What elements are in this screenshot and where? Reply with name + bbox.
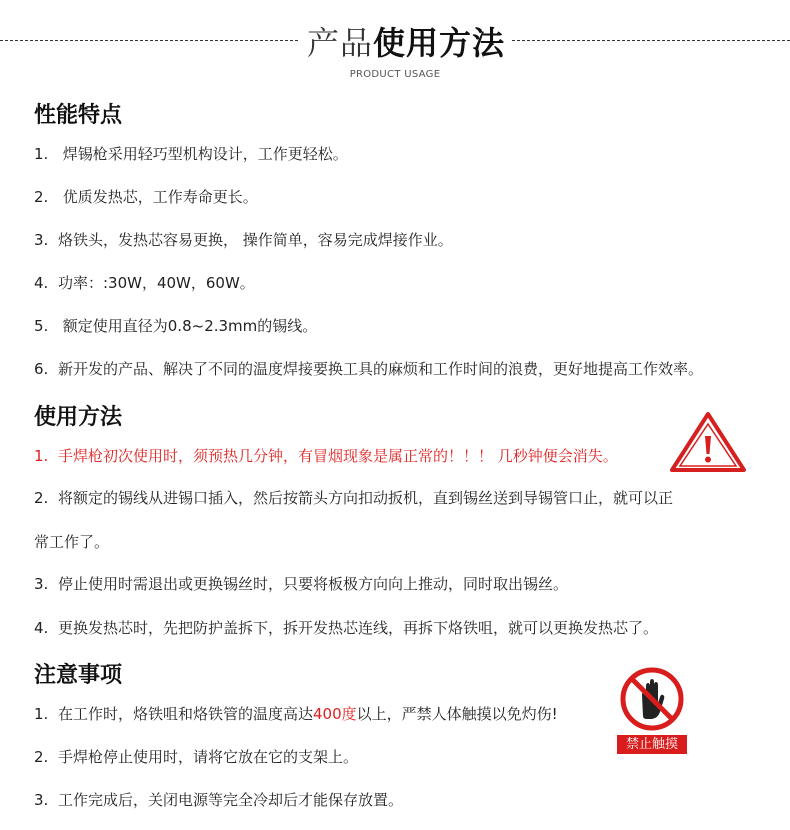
header-divider-right — [512, 40, 790, 41]
item-number: 1. — [34, 145, 49, 163]
item-number: 4. — [34, 619, 49, 637]
feature-item — [34, 272, 255, 293]
item-number: 1. — [34, 705, 49, 723]
temperature-highlight: 400度 — [313, 705, 357, 723]
item-number: 2. — [34, 748, 49, 766]
item-text: 更换发热芯时，先把防护盖拆下，拆开发热芯连线，再拆下烙铁咀，就可以更换发热芯了。 — [58, 619, 659, 637]
item-text: 将额定的锡线从进锡口插入，然后按箭头方向扣动扳机，直到锡丝送到导锡管口止，就可以正 — [58, 489, 674, 507]
item-text: 以上，严禁人体触摸以免灼伤! — [356, 705, 558, 723]
page-title-light: 产品 — [306, 24, 373, 62]
warning-triangle-icon — [670, 412, 746, 472]
item-text: 停止使用时需退出或更换锡丝时，只要将板极方向向上推动，同时取出锡丝。 — [58, 575, 569, 593]
item-number: 6. — [34, 360, 49, 378]
features-heading: 性能特点 — [34, 102, 123, 128]
item-text: 烙铁头，发热芯容易更换， 操作简单，容易完成焊接作业。 — [58, 231, 453, 249]
item-number: 3. — [34, 575, 49, 593]
item-text: 优质发热芯，工作寿命更长。 — [58, 188, 258, 206]
item-text: 额定使用直径为0.8~2.3mm的锡线。 — [58, 317, 318, 335]
item-number: 5. — [34, 317, 49, 335]
header-divider-left — [0, 40, 298, 41]
item-number: 1. — [34, 447, 49, 465]
page-header — [0, 0, 790, 90]
feature-item — [34, 186, 258, 207]
usage-item — [34, 617, 658, 638]
no-touch-label: 禁止触摸 — [617, 735, 687, 754]
item-text: 在工作时，烙铁咀和烙铁管的温度高达 — [58, 705, 314, 723]
usage-item — [34, 487, 673, 508]
item-text: 手焊枪停止使用时，请将它放在它的支架上。 — [58, 748, 359, 766]
usage-item — [34, 573, 568, 594]
item-text: 手焊枪初次使用时，须预热几分钟，有冒烟现象是属正常的！！！ 几秒钟便会消失。 — [58, 447, 618, 465]
feature-item — [34, 143, 348, 164]
item-number: 2. — [34, 489, 49, 507]
item-number: 3. — [34, 231, 49, 249]
item-text: 新开发的产品、解决了不同的温度焊接要换工具的麻烦和工作时间的浪费，更好地提高工作效率。 — [58, 360, 704, 378]
usage-item-continuation: 常工作了。 — [34, 533, 110, 551]
notes-item — [34, 703, 558, 724]
feature-item — [34, 358, 703, 379]
notes-item — [34, 746, 358, 767]
item-text: 工作完成后，关闭电源等完全冷却后才能保存放置。 — [58, 791, 404, 809]
notes-heading: 注意事项 — [34, 662, 123, 688]
item-text: 功率：:30W，40W，60W。 — [58, 274, 255, 292]
item-text: 焊锡枪采用轻巧型机构设计，工作更轻松。 — [58, 145, 348, 163]
page-title-bold: 使用方法 — [373, 24, 506, 62]
notes-item — [34, 789, 403, 810]
usage-item-warning — [34, 445, 618, 466]
feature-item — [34, 229, 453, 250]
item-number: 3. — [34, 791, 49, 809]
item-number: 4. — [34, 274, 49, 292]
item-number: 2. — [34, 188, 49, 206]
no-touch-icon — [614, 666, 690, 734]
feature-item — [34, 315, 317, 336]
usage-heading: 使用方法 — [34, 404, 123, 430]
page-title — [300, 18, 512, 64]
page-subtitle: PRODUCT USAGE — [349, 69, 441, 80]
no-touch-sign — [614, 666, 690, 756]
